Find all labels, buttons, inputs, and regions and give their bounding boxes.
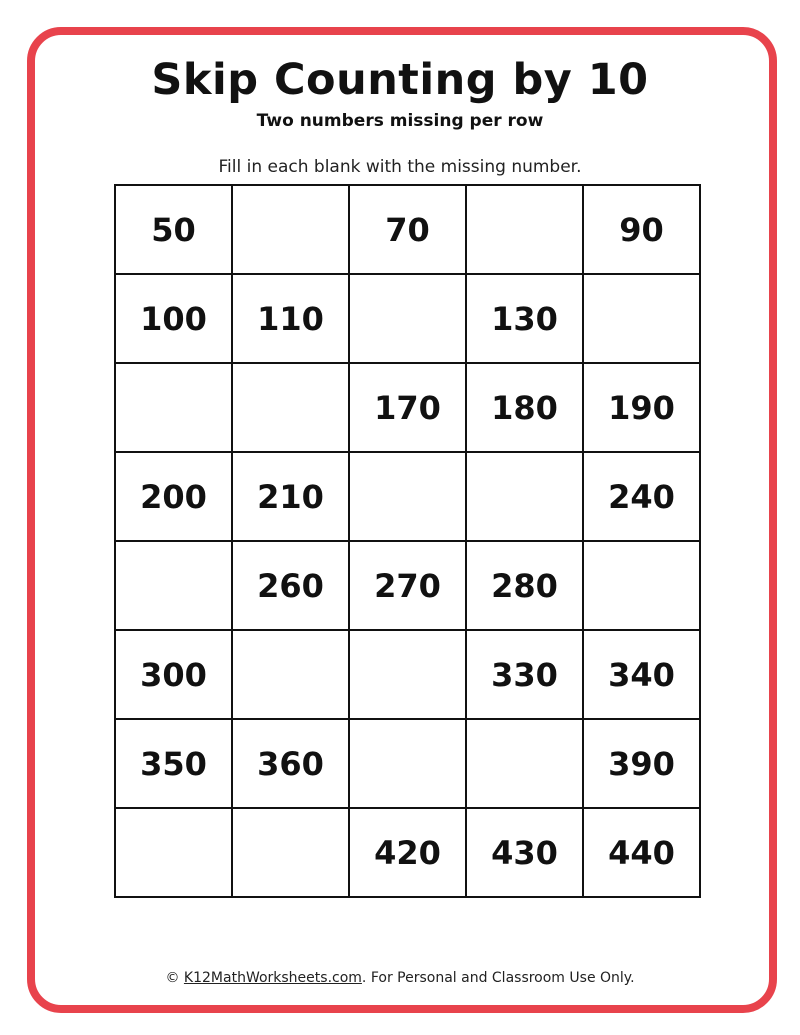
- blank-cell[interactable]: [115, 541, 232, 630]
- grid-row: [115, 452, 700, 541]
- grid-cell: 50: [115, 185, 232, 274]
- grid-cell: 280: [466, 541, 583, 630]
- blank-cell[interactable]: [232, 630, 349, 719]
- copyright-icon: ©: [165, 970, 180, 986]
- grid-row: [115, 274, 700, 363]
- blank-cell[interactable]: [349, 630, 466, 719]
- grid-cell: 420: [349, 808, 466, 897]
- grid-cell: 130: [466, 274, 583, 363]
- grid-cell: 270: [349, 541, 466, 630]
- grid-cell: 440: [583, 808, 700, 897]
- blank-cell[interactable]: [349, 274, 466, 363]
- blank-cell[interactable]: [115, 808, 232, 897]
- grid-row: [115, 541, 700, 630]
- blank-cell[interactable]: [466, 185, 583, 274]
- grid-cell: 260: [232, 541, 349, 630]
- grid-cell: 300: [115, 630, 232, 719]
- number-grid: [114, 184, 701, 898]
- blank-cell[interactable]: [115, 363, 232, 452]
- grid-row: [115, 808, 700, 897]
- grid-cell: 70: [349, 185, 466, 274]
- blank-cell[interactable]: [232, 363, 349, 452]
- usage-notice: . For Personal and Classroom Use Only.: [361, 970, 635, 986]
- blank-cell[interactable]: [583, 541, 700, 630]
- blank-cell[interactable]: [466, 452, 583, 541]
- blank-cell[interactable]: [349, 452, 466, 541]
- grid-cell: 110: [232, 274, 349, 363]
- grid-cell: 350: [115, 719, 232, 808]
- worksheet-title: Skip Counting by 10: [151, 55, 649, 105]
- grid-cell: 210: [232, 452, 349, 541]
- grid-cell: 100: [115, 274, 232, 363]
- blank-cell[interactable]: [232, 185, 349, 274]
- grid-cell: 90: [583, 185, 700, 274]
- footer: [0, 968, 800, 988]
- grid-cell: 360: [232, 719, 349, 808]
- grid-cell: 340: [583, 630, 700, 719]
- grid-row: [115, 630, 700, 719]
- blank-cell[interactable]: [349, 719, 466, 808]
- grid-cell: 390: [583, 719, 700, 808]
- blank-cell[interactable]: [583, 274, 700, 363]
- grid-row: [115, 185, 700, 274]
- grid-row: [115, 363, 700, 452]
- site-link[interactable]: K12MathWorksheets.com: [183, 970, 362, 986]
- grid-row: [115, 719, 700, 808]
- grid-cell: 170: [349, 363, 466, 452]
- grid-cell: 430: [466, 808, 583, 897]
- grid-cell: 240: [583, 452, 700, 541]
- grid-cell: 200: [115, 452, 232, 541]
- grid-cell: 190: [583, 363, 700, 452]
- worksheet-instructions: Fill in each blank with the missing number.: [218, 157, 582, 177]
- worksheet-subtitle: Two numbers missing per row: [256, 111, 544, 131]
- grid-cell: 330: [466, 630, 583, 719]
- grid-cell: 180: [466, 363, 583, 452]
- blank-cell[interactable]: [232, 808, 349, 897]
- blank-cell[interactable]: [466, 719, 583, 808]
